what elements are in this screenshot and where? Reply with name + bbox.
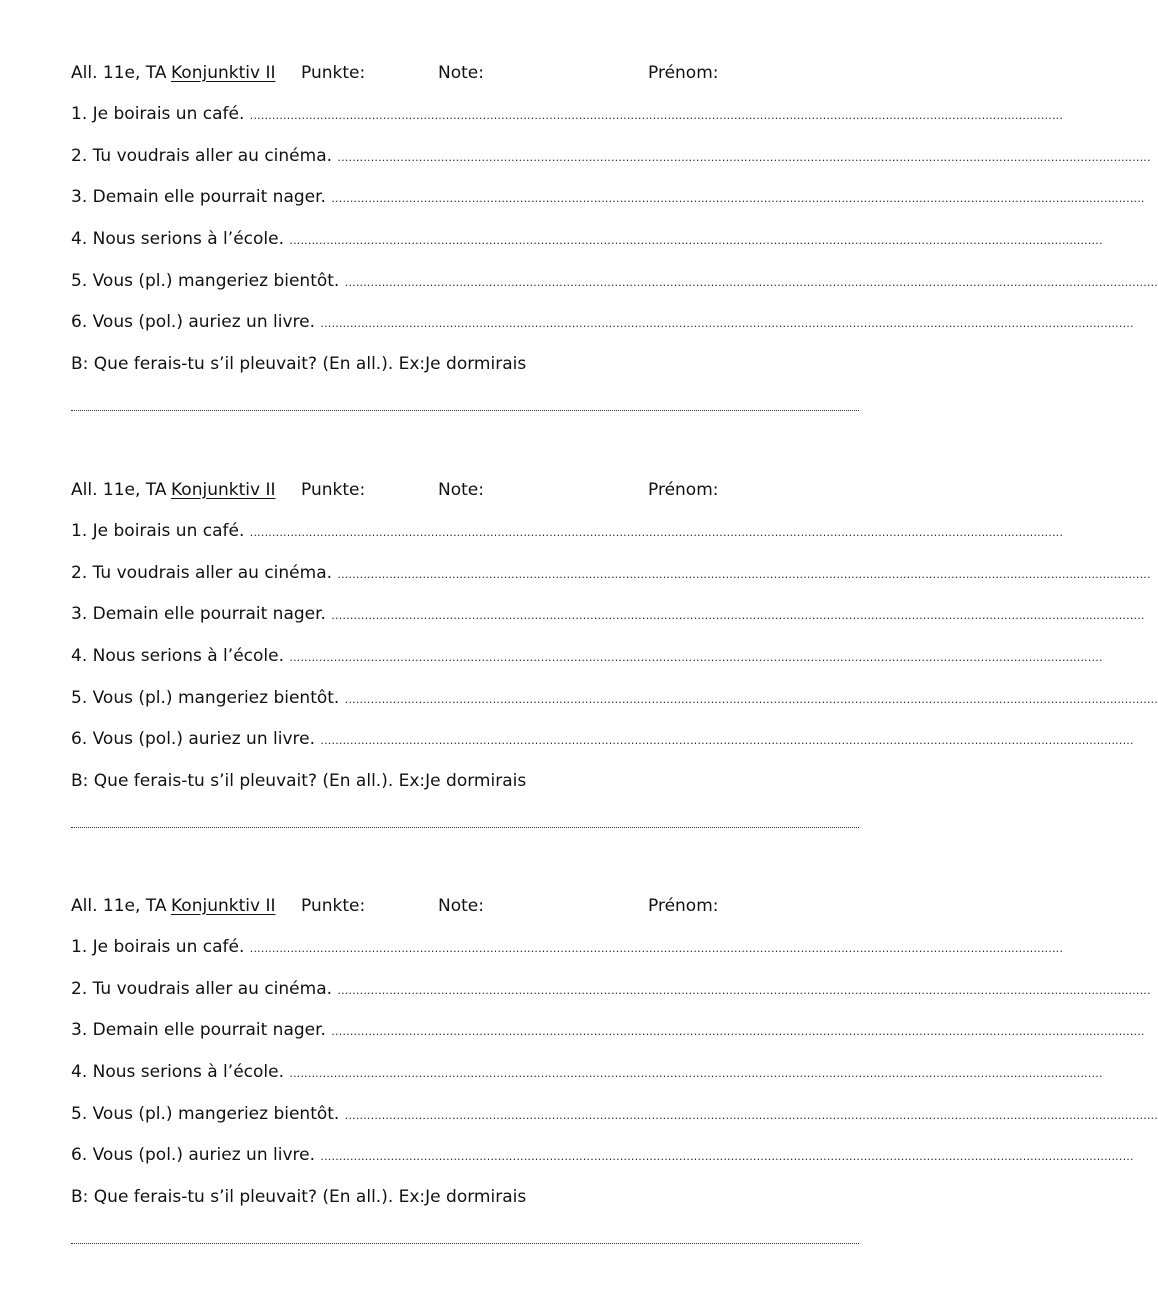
worksheet-header bbox=[71, 477, 871, 503]
answer-dotted-line[interactable]: ............................................................................................................................................................................................................................ bbox=[344, 276, 1158, 289]
exercise-item-text: 4. Nous serions à l’école. bbox=[71, 1062, 284, 1082]
answer-dotted-line[interactable]: ............................................................................................................................................................................................................................ bbox=[289, 234, 1103, 247]
grade-label: Note: bbox=[438, 896, 484, 916]
answer-dotted-line[interactable]: ............................................................................................................................................................................................................................ bbox=[289, 651, 1103, 664]
exercise-item-6 bbox=[71, 726, 1134, 752]
firstname-label: Prénom: bbox=[648, 63, 719, 83]
question-b: B: Que ferais-tu s’il pleuvait? (En all.). Ex:Je dormirais bbox=[71, 771, 527, 791]
exercise-item-text: 3. Demain elle pourrait nager. bbox=[71, 1020, 326, 1040]
answer-dotted-line[interactable]: ............................................................................................................................................................................................................................ bbox=[320, 317, 1134, 330]
exercise-item-text: 1. Je boirais un café. bbox=[71, 104, 245, 124]
exercise-item-text: 3. Demain elle pourrait nager. bbox=[71, 187, 326, 207]
answer-dotted-line[interactable]: ............................................................................................................................................................................................................................ bbox=[331, 1025, 1145, 1038]
grade-label: Note: bbox=[438, 63, 484, 83]
exercise-item-4 bbox=[71, 1059, 1103, 1085]
answer-dotted-line[interactable]: ............................................................................................................................................................................................................................ bbox=[344, 693, 1158, 706]
answer-dotted-line[interactable]: ............................................................................................................................................................................................................................ bbox=[337, 568, 1151, 581]
topic-label: Konjunktiv II bbox=[171, 896, 276, 916]
exercise-item-text: 6. Vous (pol.) auriez un livre. bbox=[71, 312, 315, 332]
worksheet-2 bbox=[71, 477, 1158, 867]
exercise-item-text: 5. Vous (pl.) mangeriez bientôt. bbox=[71, 1104, 340, 1124]
points-label: Punkte: bbox=[301, 480, 366, 500]
answer-dotted-line[interactable]: ............................................................................................................................................................................................................................ bbox=[320, 734, 1134, 747]
exercise-item-text: 5. Vous (pl.) mangeriez bientôt. bbox=[71, 271, 340, 291]
question-b: B: Que ferais-tu s’il pleuvait? (En all.). Ex:Je dormirais bbox=[71, 1187, 527, 1207]
exercise-item-text: 6. Vous (pol.) auriez un livre. bbox=[71, 1145, 315, 1165]
exercise-item-5 bbox=[71, 1101, 1158, 1127]
answer-dotted-line[interactable] bbox=[71, 1239, 859, 1244]
exercise-item-text: 4. Nous serions à l’école. bbox=[71, 229, 284, 249]
worksheet-1 bbox=[71, 60, 1158, 450]
exercise-item-5 bbox=[71, 268, 1158, 294]
firstname-label: Prénom: bbox=[648, 480, 719, 500]
worksheet-header bbox=[71, 60, 871, 86]
exercise-item-6 bbox=[71, 309, 1134, 335]
answer-dotted-line[interactable] bbox=[71, 823, 859, 828]
exercise-item-6 bbox=[71, 1142, 1134, 1168]
answer-dotted-line[interactable]: ............................................................................................................................................................................................................................ bbox=[337, 151, 1151, 164]
exercise-item-3 bbox=[71, 184, 1145, 210]
question-b: B: Que ferais-tu s’il pleuvait? (En all.). Ex:Je dormirais bbox=[71, 354, 527, 374]
exercise-item-2 bbox=[71, 143, 1151, 169]
answer-dotted-line[interactable]: ............................................................................................................................................................................................................................ bbox=[320, 1150, 1134, 1163]
answer-dotted-line[interactable]: ............................................................................................................................................................................................................................ bbox=[249, 109, 1064, 122]
answer-dotted-line[interactable]: ............................................................................................................................................................................................................................ bbox=[289, 1067, 1103, 1080]
exercise-item-3 bbox=[71, 1017, 1145, 1043]
topic-label: Konjunktiv II bbox=[171, 480, 276, 500]
firstname-label: Prénom: bbox=[648, 896, 719, 916]
exercise-item-text: 4. Nous serions à l’école. bbox=[71, 646, 284, 666]
exercise-item-text: 2. Tu voudrais aller au cinéma. bbox=[71, 146, 333, 166]
answer-dotted-line[interactable]: ............................................................................................................................................................................................................................ bbox=[331, 609, 1145, 622]
exercise-item-5 bbox=[71, 685, 1158, 711]
answer-dotted-line[interactable]: ............................................................................................................................................................................................................................ bbox=[337, 984, 1151, 997]
exercise-item-1 bbox=[71, 934, 1064, 960]
grade-label: Note: bbox=[438, 480, 484, 500]
answer-dotted-line[interactable]: ............................................................................................................................................................................................................................ bbox=[249, 942, 1064, 955]
course-label: All. 11e, TA bbox=[71, 63, 167, 83]
points-label: Punkte: bbox=[301, 896, 366, 916]
worksheet-3 bbox=[71, 893, 1158, 1283]
exercise-item-2 bbox=[71, 976, 1151, 1002]
points-label: Punkte: bbox=[301, 63, 366, 83]
answer-dotted-line[interactable]: ............................................................................................................................................................................................................................ bbox=[331, 192, 1145, 205]
exercise-item-text: 2. Tu voudrais aller au cinéma. bbox=[71, 563, 333, 583]
exercise-item-text: 1. Je boirais un café. bbox=[71, 937, 245, 957]
answer-dotted-line[interactable]: ............................................................................................................................................................................................................................ bbox=[249, 526, 1064, 539]
exercise-item-4 bbox=[71, 643, 1103, 669]
course-label: All. 11e, TA bbox=[71, 896, 167, 916]
exercise-item-text: 5. Vous (pl.) mangeriez bientôt. bbox=[71, 688, 340, 708]
answer-dotted-line[interactable]: ............................................................................................................................................................................................................................ bbox=[344, 1109, 1158, 1122]
exercise-item-1 bbox=[71, 518, 1064, 544]
exercise-item-2 bbox=[71, 560, 1151, 586]
exercise-item-text: 6. Vous (pol.) auriez un livre. bbox=[71, 729, 315, 749]
worksheet-header bbox=[71, 893, 871, 919]
exercise-item-4 bbox=[71, 226, 1103, 252]
exercise-item-1 bbox=[71, 101, 1064, 127]
course-label: All. 11e, TA bbox=[71, 480, 167, 500]
exercise-item-3 bbox=[71, 601, 1145, 627]
answer-dotted-line[interactable] bbox=[71, 406, 859, 411]
topic-label: Konjunktiv II bbox=[171, 63, 276, 83]
exercise-item-text: 2. Tu voudrais aller au cinéma. bbox=[71, 979, 333, 999]
exercise-item-text: 3. Demain elle pourrait nager. bbox=[71, 604, 326, 624]
exercise-item-text: 1. Je boirais un café. bbox=[71, 521, 245, 541]
